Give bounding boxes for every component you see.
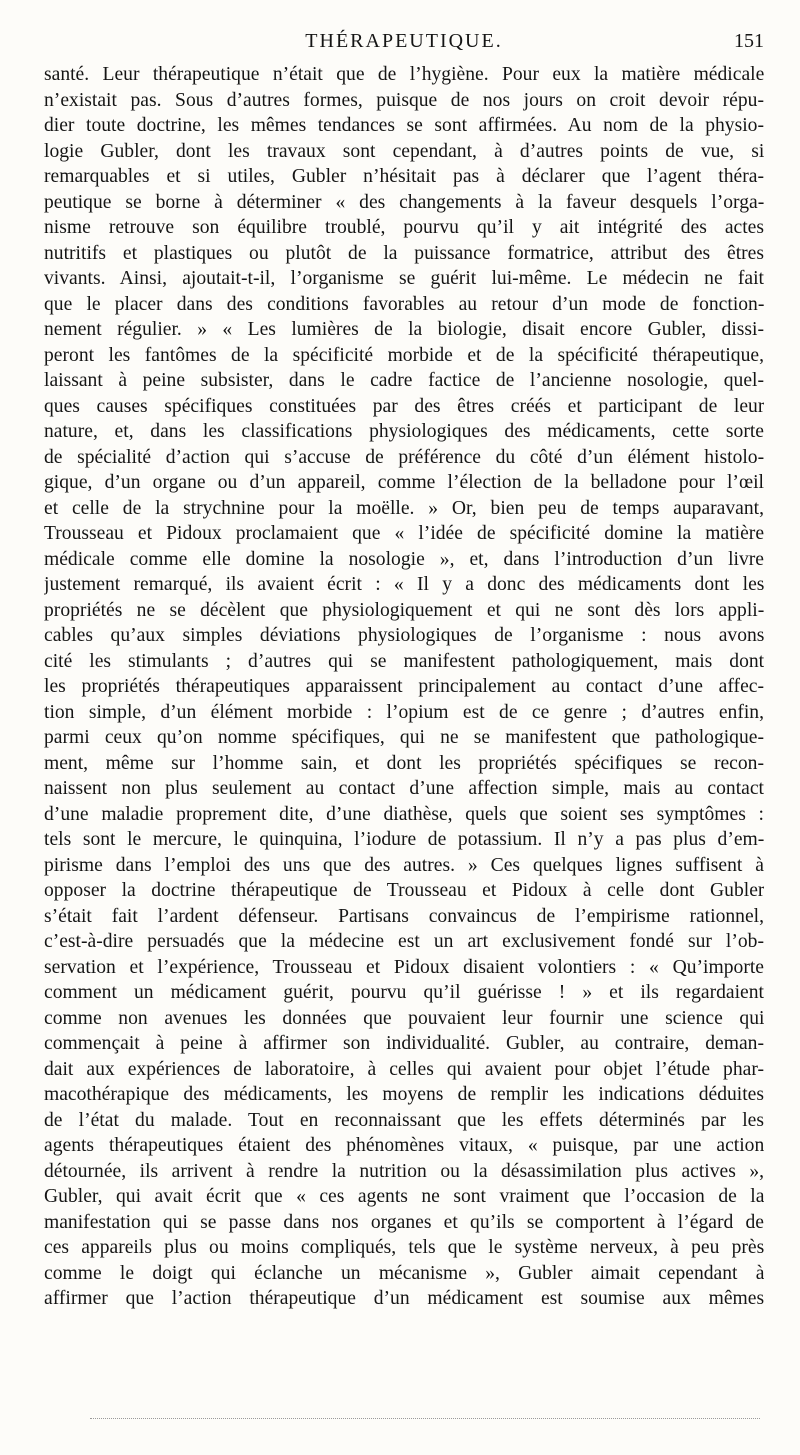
text-line: détournée, ils arrivent à rendre la nutrition ou la désassimilation plus actives », — [44, 1160, 764, 1182]
text-line: naissent non plus seulement au contact d’une affection simple, mais au contact — [44, 778, 764, 799]
text-line: santé. Leur thérapeutique n’était que de l’hygiène. Pour eux la matière médicale — [44, 64, 764, 85]
text-line: comment un médicament guérit, pourvu qu’il guérisse ! » et ils regardaient — [44, 982, 764, 1003]
text-line: nement régulier. » « Les lumières de la biologie, disait encore Gubler, dissi- — [44, 319, 764, 340]
text-line: tels sont le mercure, le quinquina, l’iodure de potassium. Il n’y a pas plus d’em- — [44, 829, 764, 850]
text-line: et celle de la strychnine pour la moëlle. » Or, bien peu de temps auparavant, — [44, 497, 764, 519]
text-line: n’existait pas. Sous d’autres formes, puisque de nos jours on croit devoir répu- — [44, 89, 764, 111]
text-line: servation et l’expérience, Trousseau et Pidoux disaient volontiers : « Qu’importe — [44, 956, 764, 978]
text-line: pirisme dans l’emploi des uns que des autres. » Ces quelques lignes suffisent à — [44, 854, 764, 876]
text-line: justement remarqué, ils avaient écrit : « Il y a donc des médicaments dont les — [44, 574, 764, 595]
text-line: propriétés ne se décèlent que physiologiquement et qui ne sont dès lors appli- — [44, 599, 764, 621]
text-line: s’était fait l’ardent défenseur. Partisans convaincus de l’empirisme rationnel, — [44, 905, 764, 927]
body-text — [44, 62, 764, 1312]
text-line: remarquables et si utiles, Gubler n’hésitait pas à déclarer que l’agent théra- — [44, 166, 764, 187]
text-line: ces appareils plus ou moins compliqués, tels que le système nerveux, à peu près — [44, 1237, 764, 1258]
text-line: dier toute doctrine, les mêmes tendances se sont affirmées. Au nom de la physio- — [44, 115, 764, 136]
text-line: peront les fantômes de la spécificité morbide et de la spécificité thérapeutique, — [44, 344, 764, 366]
text-line: logie Gubler, dont les travaux sont cependant, à d’autres points de vue, si — [44, 140, 764, 162]
text-line: Gubler, qui avait écrit que « ces agents ne sont vraiment que l’occasion de la — [44, 1186, 764, 1207]
text-line: dait aux expériences de laboratoire, à celles qui avaient pour objet l’étude phar- — [44, 1058, 764, 1080]
text-line: peutique se borne à déterminer « des changements à la faveur desquels l’orga- — [44, 191, 764, 213]
text-line: de l’état du malade. Tout en reconnaissant que les effets déterminés par les — [44, 1109, 764, 1131]
text-line: agents thérapeutiques étaient des phénomènes vitaux, « puisque, par une action — [44, 1135, 764, 1156]
text-line: les propriétés thérapeutiques apparaissent principalement au contact d’une affec- — [44, 676, 764, 697]
text-line: que le placer dans des conditions favorables au retour d’un mode de fonction- — [44, 293, 764, 315]
text-line: c’est-à-dire persuadés que la médecine est un art exclusivement fondé sur l’ob- — [44, 931, 764, 952]
text-line: médicale comme elle domine la nosologie », et, dans l’introduction d’un livre — [44, 548, 764, 570]
text-line: nature, et, dans les classifications physiologiques des médicaments, cette sorte — [44, 421, 764, 442]
text-line: gique, d’un organe ou d’un appareil, comme l’élection de la belladone pour l’œil — [44, 472, 764, 493]
text-line: ment, même sur l’homme sain, et dont les propriétés spécifiques se recon- — [44, 752, 764, 774]
text-line: parmi ceux qu’on nomme spécifiques, qui ne se manifestent que pathologique- — [44, 727, 764, 748]
text-line: d’une maladie proprement dite, d’une diathèse, quels que soient ses symptômes : — [44, 803, 764, 825]
text-line: Trousseau et Pidoux proclamaient que « l’idée de spécificité domine la matière — [44, 523, 764, 544]
text-line: comme le doigt qui éclanche un mécanisme », Gubler aimait cependant à — [44, 1262, 764, 1284]
page-header — [44, 26, 764, 62]
text-line: tion simple, d’un élément morbide : l’opium est de ce genre ; d’autres enfin, — [44, 701, 764, 723]
text-line: vivants. Ainsi, ajoutait-t-il, l’organisme se guérit lui-même. Le médecin ne fait — [44, 268, 764, 289]
text-line: affirmer que l’action thérapeutique d’un médicament est soumise aux mêmes — [44, 1288, 764, 1309]
text-line: ques causes spécifiques constituées par des êtres créés et participant de leur — [44, 395, 764, 417]
text-line: laissant à peine subsister, dans le cadre factice de l’ancienne nosologie, quel- — [44, 370, 764, 391]
text-line: nutritifs et plastiques ou plutôt de la puissance formatrice, attribut des êtres — [44, 242, 764, 264]
text-line: cables qu’aux simples déviations physiologiques de l’organisme : nous avons — [44, 625, 764, 646]
text-line: manifestation qui se passe dans nos organes et qu’ils se comportent à l’égard de — [44, 1211, 764, 1233]
page-number: 151 — [734, 30, 764, 52]
text-line: comme non avenues les données que pouvaient leur fournir une science qui — [44, 1007, 764, 1029]
text-line: de spécialité d’action qui s’accuse de préférence du côté d’un élément histolo- — [44, 446, 764, 468]
book-page — [44, 26, 764, 1312]
footer-dotted-rule — [90, 1418, 760, 1419]
text-line: nisme retrouve son équilibre troublé, pourvu qu’il y ait intégrité des actes — [44, 217, 764, 238]
text-line: cité les stimulants ; d’autres qui se manifestent pathologiquement, mais dont — [44, 650, 764, 672]
running-title: THÉRAPEUTIQUE. — [305, 30, 503, 52]
text-line: commençait à peine à affirmer son individualité. Gubler, au contraire, deman- — [44, 1033, 764, 1054]
text-line: macothérapique des médicaments, les moyens de remplir les indications déduites — [44, 1084, 764, 1105]
text-line: opposer la doctrine thérapeutique de Trousseau et Pidoux à celle dont Gubler — [44, 880, 764, 901]
